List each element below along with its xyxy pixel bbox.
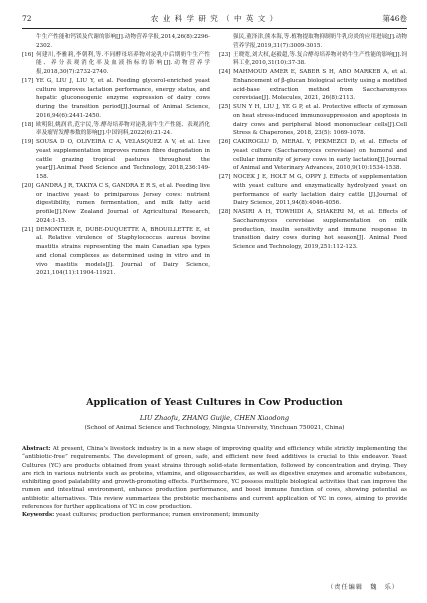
reference-text: YE G, LIU J, LIU Y, et al. Feeding glycerol-enriched yeast culture improves lactation performance, energy status, and hepatic gluconeogenic enzyme expression of dairy cows during the transition period[J].Journal of Animal Science, 2016,94(6):2441-2450. — [36, 77, 210, 119]
abstract-text: At present, China’s livestock industry is in a new stage of improving quality and efficiency while strictly implementing the “antibiotic-free” requirements. The development of green, safe, and efficient new feed additives is crucial to this endeavor. Yeast Cultures (YC) are products obtained from yeast strains through solid-state fermentation, followed by concentration and drying. They are rich in various nutrients such as proteins, vitamins, and oligosaccharides, as well as digestive enzymes and aromatic substances, exhibiting good palatability and growth-promoting effects. Furthermore, YC possess multiple biological activities that can improve the rumen and intestinal environment, enhance production performance, and boost immune function of cows, showing potential as antibiotic alternatives. This review summarizes the prebiotic mechanisms and current application of YC in cows, aiming to provide references for further applications of YC in cow production. — [22, 446, 407, 511]
reference-number: [25] — [219, 104, 231, 110]
reference-text: NOCEK J E, HOLT M G, OPPY J. Effects of supplementation with yeast culture and enzymatically hydrolyzed yeast on performance of early lactation dairy cattle [J].Journal of Dairy Science, 2011,94(8):4046-4056. — [233, 174, 407, 207]
reference-number: [24] — [219, 69, 231, 75]
reference-item — [219, 173, 407, 208]
abstract-paragraph — [22, 445, 407, 511]
reference-text: 欧明阳,姚润君,范宇民,等.酵母培养物对泌乳初牛生产性能、表观消化率及瘤胃发酵参数的影响[J].中国饲料,2022(6):21-24. — [36, 121, 210, 137]
reference-item — [22, 121, 210, 139]
reference-text: SOUSA D O, OLIVEIRA C A, VELASQUEZ A V, et al. Live yeast supplementation improves rumen fibre degradation in cattle grazing tropical pastures throughout the year[J].Animal Feed Science and Technology, 2018,236:149-158. — [36, 139, 210, 180]
reference-number: [17] — [22, 77, 34, 84]
reference-number: [16] — [22, 51, 34, 58]
reference-text: CAKIROGLU D, MERAL Y, PEKMEZCI D, et al. Effects of yeast culture (Saccharomyces cerevisiae) on humoral and cellular immunity of jersey cows in early lactation[J].Journal of Animal and Veterinary Advances, 2010,9(10):1534-1538. — [233, 139, 407, 172]
journal-title: 农 业 科 学 研 究 （ 中 英 文 ） — [150, 14, 279, 23]
article-title: Application of Yeast Cultures in Cow Production — [86, 397, 343, 408]
reference-item — [22, 182, 210, 226]
reference-text: GANDRA J R, TAKIYA C S, GANDRA E R S, et al. Feeding live or inactive yeast to primiparous Jersey cows: nutrient digestibility, rumen fermentation, and milk fatty acid profile[J].New Zealand Journal of Agricultural Research, 2024:1-15. — [36, 182, 210, 224]
abstract-label: Abstract: — [22, 446, 51, 452]
reference-number: [26] — [219, 139, 231, 145]
reference-item — [219, 103, 407, 138]
references-left-column — [22, 33, 210, 278]
keywords-text: yeast cultures; production performance; rumen environment; immunity — [54, 512, 259, 519]
keywords-label: Keywords: — [22, 512, 55, 519]
reference-item — [219, 208, 407, 252]
references-right-column — [219, 33, 407, 252]
header-rule — [22, 28, 407, 29]
editor-note: （责任编辑 魏 乐） — [327, 584, 399, 591]
reference-text: NASIRI A H, TOWHIDI A, SHAKERI M, et al. Effects of Saccharomyces cerevisiae supplementation on milk production, insulin sensitivity and immune response in transition dairy cows during hot season[J]. Animal Feed Science and Technology, 2019,251:112-123. — [233, 209, 407, 250]
reference-number: [18] — [22, 121, 34, 128]
reference-text: SUN Y H, LIU J, YE G P, et al. Protective effects of zymosan on heat stress-induced immunosuppression and apoptosis in dairy cows and peripheral blood mononuclear cells[J].Cell Stress & Chaperones, 2018, 23(5): 1069-1078. — [233, 104, 407, 137]
reference-item — [22, 51, 210, 77]
reference-item — [22, 77, 210, 121]
reference-item — [22, 226, 210, 279]
reference-number: [23] — [219, 51, 231, 58]
page-number: 72 — [22, 14, 32, 23]
reference-item — [219, 138, 407, 173]
reference-text: 强民,董泽津,熊本海,等.植物提取物抑制奶牛乳房炎的应用进展[J].动物营养学报,2019,31(7):3009-3015. — [233, 34, 407, 49]
reference-item — [219, 33, 407, 51]
reference-text: 王晓宽,刘大权,赵毅超,等.复合酵母培养物对奶牛生产性能的影响[J].饲料工业,2010,31(10):37-38. — [233, 51, 407, 67]
reference-text: 何建川,李雅莉,李朝利,等.不同酵母培养物对泌乳中后期奶牛生产性能、养分表观消化率及血液指标的影响[J].动物营养学报,2018,30(7):2732-2740. — [36, 51, 210, 75]
reference-item — [22, 33, 210, 51]
volume-number: 第46卷 — [382, 14, 407, 23]
keywords-line — [22, 511, 407, 519]
reference-number: [28] — [219, 209, 231, 215]
reference-number: [19] — [22, 139, 34, 145]
running-header — [22, 12, 407, 26]
reference-item — [219, 51, 407, 69]
reference-item — [219, 68, 407, 103]
english-abstract-section — [22, 396, 407, 520]
reference-text: 牛生产性能和钙镁及代谢的影响[J].动物营养学报,2014,26(8):2296-2302. — [36, 34, 210, 49]
reference-text: DEMONTIER E, DUBE-DUQUETTE A, BROUILLETTE E, et al. Relative virulence of Staphylococcus aureus bovine mastitis strains representing the main Canadian spa types and clonal complexes as determined using in vitro and in vivo mastitis models[J]. Journal of Dairy Science, 2021,104(11):11904-11921. — [36, 226, 210, 277]
reference-item — [22, 138, 210, 182]
article-authors: LIU Zhaofu, ZHANG Guijie, CHEN Xiaodong — [139, 414, 290, 422]
reference-number: [21] — [22, 226, 34, 233]
reference-number: [27] — [219, 174, 231, 180]
reference-number: [20] — [22, 182, 34, 189]
author-affiliation: (School of Animal Science and Technology, Ningxia University, Yinchuan 750021, China) — [84, 425, 345, 431]
reference-text: MAHMOUD AMER E, SABER S H, ABO MARKEB A, et al. Enhancement of β-glucan biological activity using a modified acid-base extraction method from Saccharomyces cerevisiae[J]. Molecules, 2021, 26(8):2113. — [233, 69, 407, 102]
